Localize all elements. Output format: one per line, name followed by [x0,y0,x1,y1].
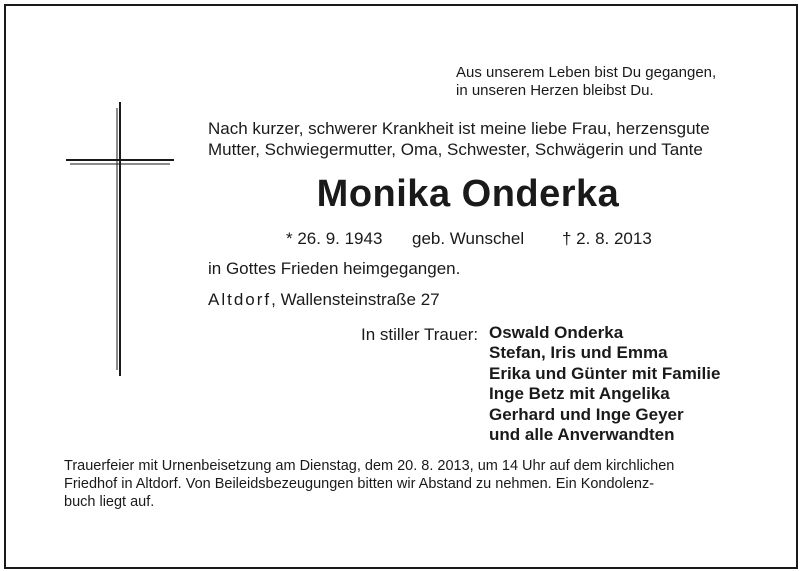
maiden-name: geb. Wunschel [412,229,525,248]
mourning-label: In stiller Trauer: [361,325,479,344]
mourner: Erika und Günter mit Familie [489,363,721,383]
cross-icon [60,98,180,380]
mourner: Inge Betz mit Angelika [489,384,670,404]
funeral-info-line: buch liegt auf. [64,494,155,510]
peace-text: in Gottes Frieden heimgegangen. [208,259,461,278]
address-street: , Wallensteinstraße 27 [271,290,440,309]
funeral-info-line: Friedhof in Altdorf. Von Beileidsbezeugungen bitten wir Abstand zu nehmen. Ein Kondolenz- [64,476,655,492]
mourner: und alle Anverwandten [489,425,675,445]
address-town: Altdorf [208,290,272,309]
mourner: Oswald Onderka [489,323,624,342]
motto [456,64,716,100]
funeral-info [64,457,674,511]
birth-date: * 26. 9. 1943 [286,229,383,248]
intro-line: Mutter, Schwiegermutter, Oma, Schwester, Schwägerin und Tante [208,140,703,159]
intro-text [208,118,710,160]
mourner: Stefan, Iris und Emma [489,343,668,363]
motto-line: Aus unserem Leben bist Du gegangen, [456,64,717,81]
mourner: Gerhard und Inge Geyer [489,404,684,424]
intro-line: Nach kurzer, schwerer Krankheit ist meine liebe Frau, herzensgute [208,119,710,138]
funeral-info-line: Trauerfeier mit Urnenbeisetzung am Dienstag, dem 20. 8. 2013, um 14 Uhr auf dem kirchlichen [64,458,675,474]
address [208,289,440,310]
death-date: † 2. 8. 2013 [562,229,652,248]
motto-line: in unseren Herzen bleibst Du. [456,82,654,99]
deceased-name: Monika Onderka [316,173,620,215]
mourners-list [489,323,720,445]
